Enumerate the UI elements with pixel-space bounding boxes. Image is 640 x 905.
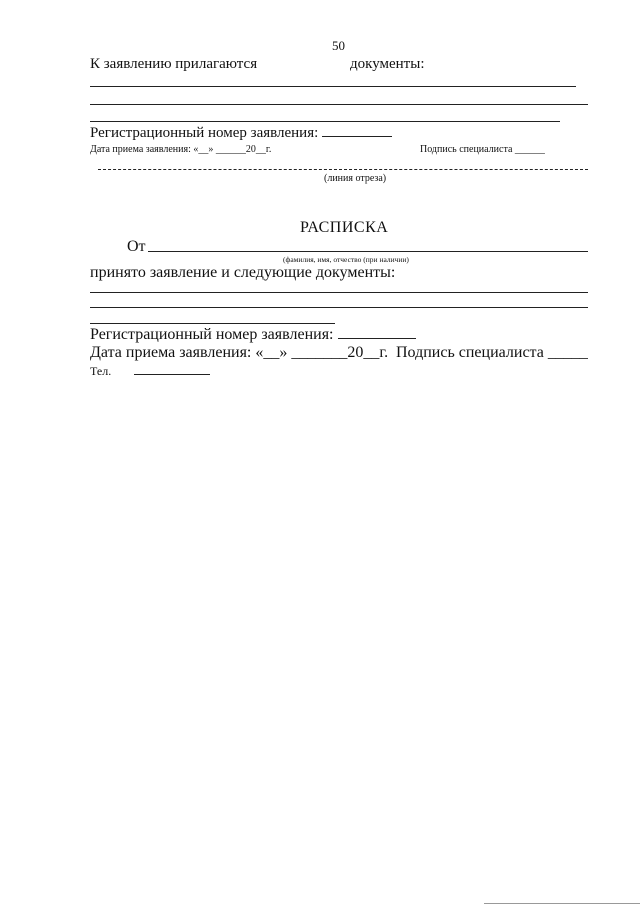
receipt-reg-number-blank xyxy=(338,326,416,339)
from-label: От xyxy=(127,238,146,255)
reg-number-label xyxy=(90,124,392,142)
date-line: Дата приема заявления: «__» ______20__г. xyxy=(90,144,272,155)
receipt-docs-line-2 xyxy=(90,307,588,308)
from-hint: (фамилия, имя, отчество (при наличии) xyxy=(283,255,409,264)
documents-line-2 xyxy=(90,104,588,105)
reg-number-text: Регистрационный номер заявления: xyxy=(90,125,319,141)
from-line xyxy=(148,251,588,252)
phone-label: Тел. xyxy=(90,364,112,378)
receipt-title: РАСПИСКА xyxy=(300,219,389,236)
bottom-edge-mark xyxy=(484,903,640,904)
phone-blank xyxy=(134,362,210,375)
reg-number-blank xyxy=(322,124,392,137)
attachments-label: К заявлению прилагаются xyxy=(90,56,258,72)
phone-row xyxy=(90,362,210,379)
documents-label: документы: xyxy=(350,56,425,72)
page-number: 50 xyxy=(332,38,345,53)
receipt-specialist-signature: Подпись специалиста _____ xyxy=(396,344,588,361)
documents-line-1 xyxy=(90,86,576,87)
receipt-date-line: Дата приема заявления: «__» _______20__г. xyxy=(90,344,389,361)
cut-line xyxy=(98,169,588,170)
specialist-signature: Подпись специалиста ______ xyxy=(420,144,545,155)
documents-line-3 xyxy=(90,121,560,122)
receipt-docs-line-3 xyxy=(90,323,335,324)
receipt-docs-line-1 xyxy=(90,292,588,293)
accepted-text: принято заявление и следующие документы: xyxy=(90,264,396,281)
receipt-reg-number-text: Регистрационный номер заявления: xyxy=(90,326,334,343)
receipt-reg-number xyxy=(90,326,416,344)
cut-line-label: (линия отреза) xyxy=(324,173,387,184)
